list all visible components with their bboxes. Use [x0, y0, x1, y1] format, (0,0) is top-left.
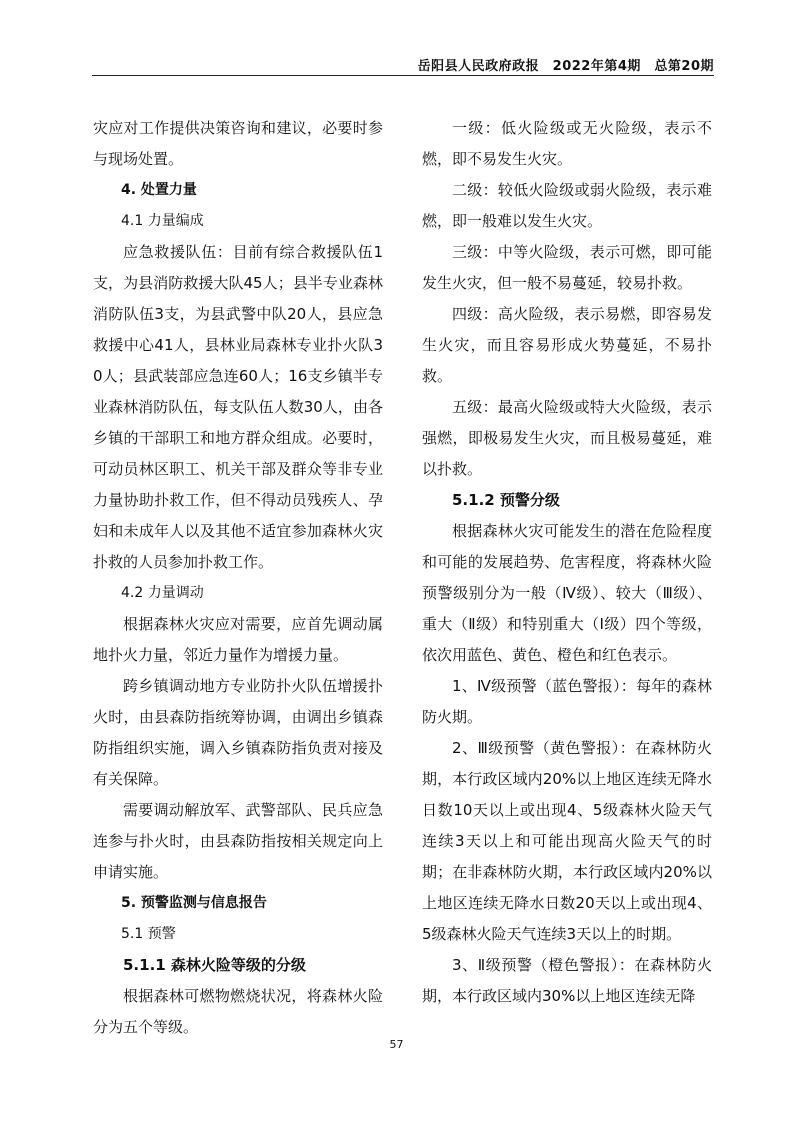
running-header: 岳阳县人民政府政报 2022年第4期 总第20期: [417, 59, 714, 74]
risk-level-2: 二级：较低火险级或弱火险级，表示难燃，即一般难以发生火灾。: [422, 181, 712, 230]
warning-level-ii: 3、Ⅱ级预警（橙色警报）：在森林防火期，本行政区域内30%以上地区连续无降: [422, 956, 712, 1005]
left-column: [93, 113, 383, 1043]
paragraph-warning-levels: 根据森林火灾可能发生的潜在危险程度和可能的发展趋势、危害程度，将森林火险预警级别分为一般（Ⅳ级）、较大（Ⅲ级）、重大（Ⅱ级）和特别重大（Ⅰ级）四个等级，依次用蓝色、黄色、橙色和红色表示。: [422, 522, 712, 664]
subsection-heading-5-1-2: 5.1.2 预警分级: [452, 491, 560, 509]
section-heading-4: 4. 处置力量: [121, 182, 197, 198]
subsection-heading-5-1-1: 5.1.1 森林火险等级的分级: [123, 956, 306, 974]
risk-level-1: 一级：低火险级或无火险级，表示不燃，即不易发生火灾。: [422, 119, 712, 168]
paragraph-military-support: 需要调动解放军、武警部队、民兵应急连参与扑火时，由县森防指按相关规定向上申请实施。: [93, 801, 383, 881]
risk-level-3: 三级：中等火险级，表示可燃，即可能发生火灾，但一般不易蔓延，较易扑救。: [422, 243, 712, 292]
risk-level-4: 四级：高火险级，表示易燃，即容易发生火灾，而且容易形成火势蔓延，不易扑救。: [422, 305, 712, 385]
warning-level-iv: 1、Ⅳ级预警（蓝色警报）：每年的森林防火期。: [422, 677, 712, 726]
warning-level-iii: 2、Ⅲ级预警（黄色警报）：在森林防火期，本行政区域内20%以上地区连续无降水日数10天以上或出现4、5级森林火险天气连续3天以上和可能出现高火险天气的时期；在非森林防火期，本行政区域内20%以上地区连续无降水日数20天以上或出现4、5级森林火险天气连续3天以上的时期。: [422, 739, 712, 943]
paragraph-risk-levels-intro: 根据森林可燃物燃烧状况，将森林火险分为五个等级。: [93, 987, 383, 1036]
paragraph-cross-township: 跨乡镇调动地方专业防扑火队伍增援扑火时，由县森防指统筹协调，由调出乡镇森防指组织实施，调入乡镇森防指负责对接及有关保障。: [93, 677, 383, 788]
header-rule: [92, 75, 714, 76]
paragraph-continued: 灾应对工作提供决策咨询和建议，必要时参与现场处置。: [93, 119, 383, 168]
page-number: 57: [389, 1038, 404, 1051]
subsection-heading-5-1: 5.1 预警: [121, 926, 176, 942]
paragraph-force-dispatch: 根据森林火灾应对需要，应首先调动属地扑火力量，邻近力量作为增援力量。: [93, 615, 383, 664]
subsection-heading-4-2: 4.2 力量调动: [121, 585, 204, 601]
subsection-heading-4-1: 4.1 力量编成: [121, 213, 204, 229]
paragraph-rescue-teams: 应急救援队伍：目前有综合救援队伍1支，为县消防救援大队45人；县半专业森林消防队伍3支，为县武警中队20人，县应急救援中心41人，县林业局森林专业扑火队30人；县武装部应急连60人；16支乡镇半专业森林消防队伍，每支队伍人数30人，由各乡镇的干部职工和地方群众组成。必要时，可动员林区职工、机关干部及群众等非专业力量协助扑救工作，但不得动员残疾人、孕妇和未成年人以及其他不适宜参加森林火灾扑救的人员参加扑救工作。: [93, 243, 383, 571]
risk-level-5: 五级：最高火险级或特大火险级，表示强燃，即极易发生火灾，而且极易蔓延，难以扑救。: [422, 398, 712, 478]
right-column: [422, 113, 712, 1012]
section-heading-5: 5. 预警监测与信息报告: [121, 895, 267, 911]
